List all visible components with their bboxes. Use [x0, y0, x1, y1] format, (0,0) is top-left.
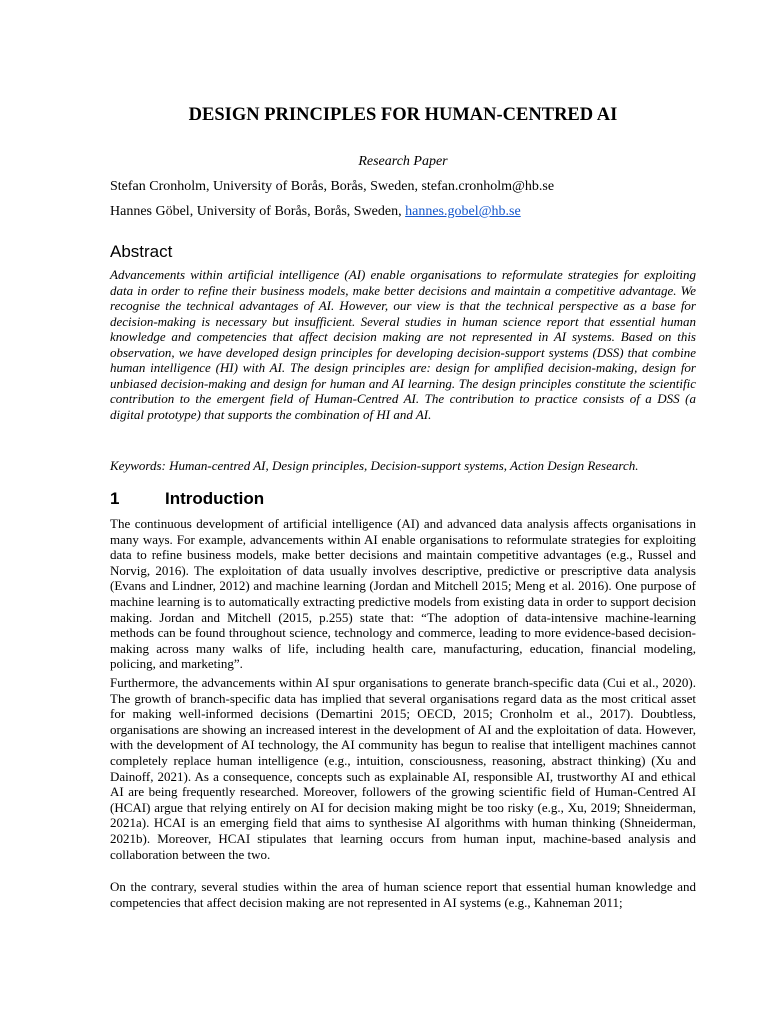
body-paragraph-2: Furthermore, the advancements within AI spur organisations to generate branch-specific data (Cui et al., 2020). The growth of branch-specific data has implied that several organisations regard data as the most critical asset for making well-informed decisions (Demartini 2015; OECD, 2015; Cronholm et al., 2017). Doubtless, organisations are showing an increased interest in the development of AI and the exploitation of data. However, with the development of AI technology, the AI community has begun to realise that intelligent machines cannot completely replace human intelligence (e.g., intuition, consciousness, reasoning, abstract thinking) (Xu and Dainoff, 2021). As a consequence, concepts such as explainable AI, responsible AI, trustworthy AI and ethical AI are being frequently researched. Moreover, followers of the growing scientific field of Human-Centred AI (HCAI) argue that relying entirely on AI for decision making might be too risky (e.g., Xu, 2019; Shneiderman, 2021a). HCAI is an emerging field that aims to synthesise AI algorithms with human thinking (Shneiderman, 2021b). Moreover, HCAI stipulates that learning occurs from human input, machine-based analysis and collaboration between the two.	[110, 675, 696, 862]
body-paragraph-3: On the contrary, several studies within the area of human science report that essential human knowledge and competencies that affect decision making are not represented in AI systems (e.g., Kahneman 2011;	[110, 879, 696, 910]
keywords: Keywords: Human-centred AI, Design principles, Decision-support systems, Action Design Research.	[110, 458, 639, 473]
body-paragraph-1: The continuous development of artificial intelligence (AI) and advanced data analysis affects organisations in many ways. For example, advancements within AI enable organisations to reformulate strategies for exploiting data to refine business models, make better decisions and maintain competitive advantages (e.g., Russel and Norvig, 2016). The exploitation of data usually involves descriptive, predictive or prescriptive data analysis (Evans and Lindner, 2012) and machine learning (Jordan and Mitchell 2015; Meng et al. 2016). One purpose of machine learning is to automatically extracting predictive models from existing data in order to support decision making. Jordan and Mitchell (2015, p.255) state that: “The adoption of data-intensive machine-learning methods can be found throughout science, technology and commerce, leading to more evidence-based decision-making across many walks of life, including health care, manufacturing, education, financial modeling, policing, and marketing”.	[110, 516, 696, 672]
abstract-text: Advancements within artificial intelligence (AI) enable organisations to reformulate strategies for exploiting data in order to refine their business models, make better decisions and maintain a competitive advantage. We recognise the technical advantages of AI. However, our view is that the technical perspective as a base for decision-making is necessary but insufficient. Several studies in human science report that essential human knowledge and competencies that affect decision making are not represented in AI systems. Based on this observation, we have developed design principles for developing decision-support systems (DSS) that combine human intelligence (HI) with AI. The design principles are: design for amplified decision-making, design for unbiased decision-making and design for human and AI learning. The design principles constitute the scientific contribution to the emergent field of Human-Centred AI. The contribution to practice consists of a DSS (a digital prototype) that supports the combination of HI and AI.	[110, 267, 696, 422]
paper-type: Research Paper	[358, 154, 448, 169]
section-heading	[110, 488, 264, 510]
section-number: 1	[110, 489, 120, 508]
author-2-affiliation: Hannes Göbel, University of Borås, Borås, Sweden,	[110, 204, 406, 219]
author-2-email-link[interactable]: hannes.gobel@hb.se	[405, 204, 521, 219]
section-title: Introduction	[165, 489, 265, 508]
author-line-1: Stefan Cronholm, University of Borås, Borås, Sweden, stefan.cronholm@hb.se	[110, 179, 555, 194]
paper-title: DESIGN PRINCIPLES FOR HUMAN-CENTRED AI	[188, 105, 618, 125]
author-line-2	[110, 203, 696, 221]
abstract-heading: Abstract	[110, 242, 173, 261]
